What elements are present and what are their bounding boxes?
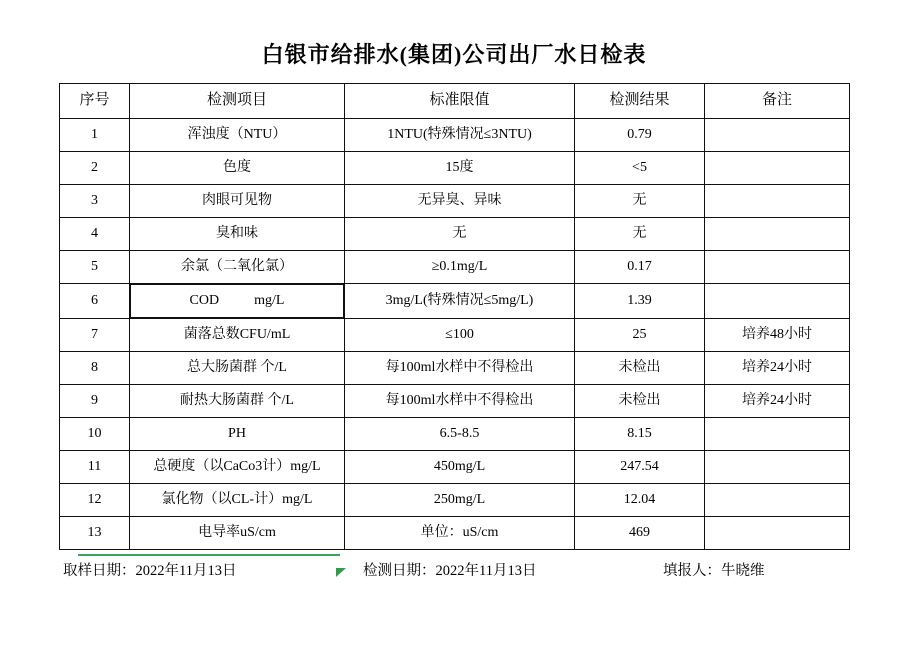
- cell-no: 3: [60, 185, 130, 218]
- cell-limit: 250mg/L: [345, 484, 575, 517]
- table-row: [60, 352, 850, 385]
- table-header-row: [60, 84, 850, 119]
- green-underline-decoration: [78, 554, 340, 556]
- cell-result: 12.04: [575, 484, 705, 517]
- cell-note: [705, 284, 850, 319]
- reporter: 填报人：牛晓维: [663, 563, 765, 579]
- table-row: [60, 152, 850, 185]
- cell-no: 11: [60, 451, 130, 484]
- cell-limit: ≥0.1mg/L: [345, 251, 575, 284]
- cell-item: 电导率uS/cm: [130, 517, 345, 550]
- cell-result: 未检出: [575, 385, 705, 418]
- cell-item: 总大肠菌群 个/L: [130, 352, 345, 385]
- cell-result: 247.54: [575, 451, 705, 484]
- cell-item: 色度: [130, 152, 345, 185]
- cell-limit: 6.5-8.5: [345, 418, 575, 451]
- table-row: [60, 319, 850, 352]
- sampling-date: 取样日期：2022年11月13日: [63, 563, 237, 579]
- cell-no: 4: [60, 218, 130, 251]
- column-header-note: 备注: [705, 84, 850, 119]
- cell-no: 8: [60, 352, 130, 385]
- report-table-container: [59, 83, 849, 550]
- cell-no: 5: [60, 251, 130, 284]
- cell-limit: 无异臭、异味: [345, 185, 575, 218]
- column-header-item: 检测项目: [130, 84, 345, 119]
- cell-note: 培养48小时: [705, 319, 850, 352]
- cell-no: 10: [60, 418, 130, 451]
- cell-no: 13: [60, 517, 130, 550]
- cell-no: 1: [60, 119, 130, 152]
- cell-no: 9: [60, 385, 130, 418]
- table-row: [60, 385, 850, 418]
- cell-item: PH: [130, 418, 345, 451]
- cell-result: 未检出: [575, 352, 705, 385]
- cell-limit: 3mg/L(特殊情况≤5mg/L): [345, 284, 575, 319]
- column-header-limit: 标准限值: [345, 84, 575, 119]
- cell-limit: ≤100: [345, 319, 575, 352]
- green-corner-marker-icon: [336, 568, 350, 580]
- cell-limit: 每100ml水样中不得检出: [345, 385, 575, 418]
- cell-result: 8.15: [575, 418, 705, 451]
- cell-note: [705, 517, 850, 550]
- column-header-no: 序号: [60, 84, 130, 119]
- water-quality-table: [59, 83, 850, 550]
- cell-note: 培养24小时: [705, 352, 850, 385]
- table-row: [60, 418, 850, 451]
- cell-item: 臭和味: [130, 218, 345, 251]
- cell-limit: 单位：uS/cm: [345, 517, 575, 550]
- table-row: [60, 251, 850, 284]
- cell-note: [705, 185, 850, 218]
- cell-item: 耐热大肠菌群 个/L: [130, 385, 345, 418]
- cell-note: [705, 251, 850, 284]
- cell-result: 25: [575, 319, 705, 352]
- cell-note: [705, 152, 850, 185]
- cell-result: <5: [575, 152, 705, 185]
- cell-note: [705, 484, 850, 517]
- cell-result: 无: [575, 218, 705, 251]
- cell-item: 菌落总数CFU/mL: [130, 319, 345, 352]
- cell-item: 余氯（二氧化氯）: [130, 251, 345, 284]
- cell-item: 浑浊度（NTU）: [130, 119, 345, 152]
- page-title: 白银市给排水(集团)公司出厂水日检表: [261, 42, 647, 67]
- cell-note: 培养24小时: [705, 385, 850, 418]
- table-row: [60, 484, 850, 517]
- table-row: [60, 517, 850, 550]
- column-header-result: 检测结果: [575, 84, 705, 119]
- table-row: [60, 284, 850, 319]
- cell-result: 1.39: [575, 284, 705, 319]
- cell-limit: 15度: [345, 152, 575, 185]
- cell-result: 0.17: [575, 251, 705, 284]
- cell-item: COD mg/L: [130, 284, 344, 318]
- cell-no: 12: [60, 484, 130, 517]
- cell-note: [705, 451, 850, 484]
- testing-date: 检测日期：2022年11月13日: [363, 563, 537, 579]
- table-row: [60, 451, 850, 484]
- cell-item: 肉眼可见物: [130, 185, 345, 218]
- cell-result: 469: [575, 517, 705, 550]
- cell-limit: 450mg/L: [345, 451, 575, 484]
- cell-limit: 1NTU(特殊情况≤3NTU): [345, 119, 575, 152]
- cell-result: 无: [575, 185, 705, 218]
- cell-no: 7: [60, 319, 130, 352]
- cell-result: 0.79: [575, 119, 705, 152]
- cell-item: 总硬度（以CaCo3计）mg/L: [130, 451, 345, 484]
- cell-note: [705, 218, 850, 251]
- table-row: [60, 185, 850, 218]
- cell-limit: 每100ml水样中不得检出: [345, 352, 575, 385]
- table-row: [60, 218, 850, 251]
- cell-note: [705, 418, 850, 451]
- cell-note: [705, 119, 850, 152]
- cell-no: 6: [60, 284, 130, 319]
- cell-no: 2: [60, 152, 130, 185]
- table-row: [60, 119, 850, 152]
- cell-limit: 无: [345, 218, 575, 251]
- cell-item: 氯化物（以CL-计）mg/L: [130, 484, 345, 517]
